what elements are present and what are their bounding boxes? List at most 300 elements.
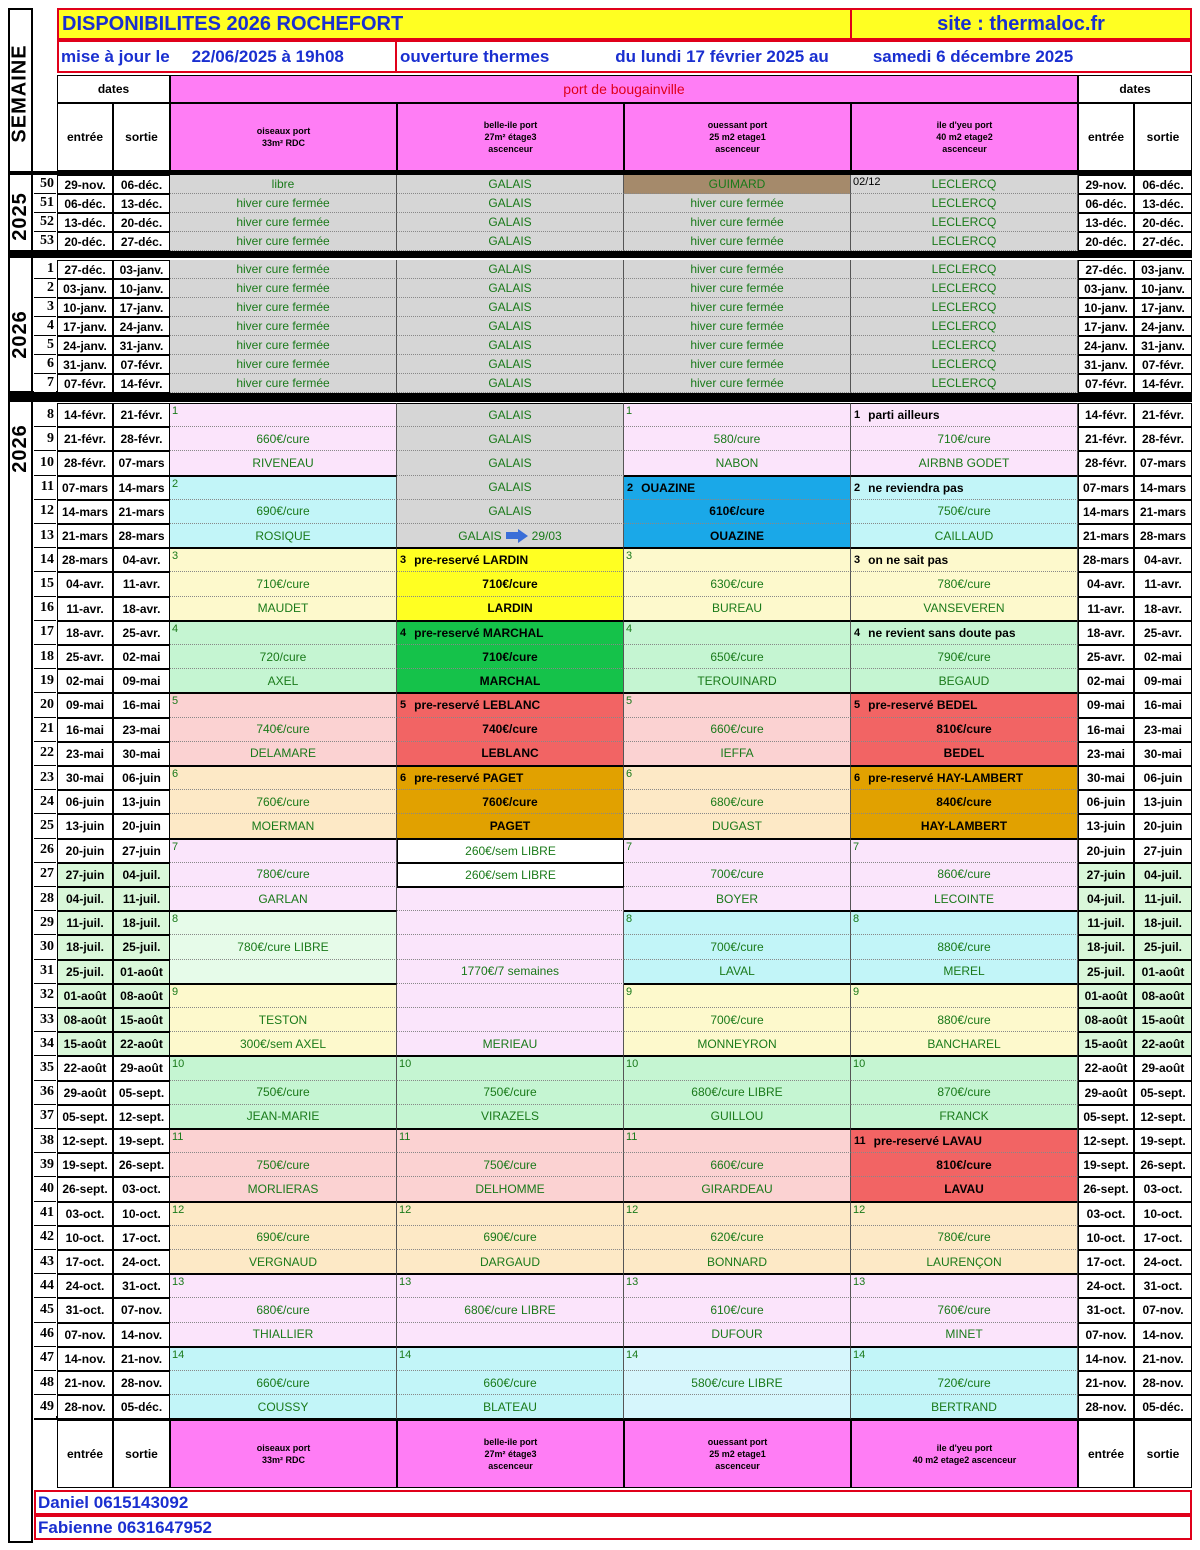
booking-cell[interactable] [624, 1371, 851, 1395]
booking-cell[interactable] [851, 1323, 1078, 1347]
cell-text: 870€/cure [937, 1085, 991, 1100]
booking-cell[interactable] [397, 1153, 624, 1177]
booking-cell[interactable] [397, 935, 624, 959]
booking-cell[interactable] [851, 317, 1078, 336]
booking-cell[interactable] [170, 1056, 397, 1080]
booking-cell[interactable] [170, 1081, 397, 1105]
booking-cell[interactable] [624, 548, 851, 572]
booking-cell[interactable] [170, 790, 397, 814]
booking-cell[interactable] [624, 355, 851, 374]
booking-cell[interactable] [851, 1105, 1078, 1129]
booking-cell[interactable] [851, 863, 1078, 887]
booking-cell[interactable] [397, 1008, 624, 1032]
cell-text: BUREAU [711, 601, 762, 616]
cell-text: 1770€/7 semaines [460, 964, 560, 979]
booking-cell[interactable] [397, 336, 624, 355]
booking-cell[interactable] [397, 839, 624, 863]
cell-text: hiver cure fermée [690, 234, 784, 248]
exit-date-right: 10-oct. [1134, 1202, 1192, 1226]
booking-cell[interactable] [624, 814, 851, 838]
booking-cell[interactable] [851, 597, 1078, 621]
exit-date-right: 20-déc. [1134, 213, 1192, 232]
booking-cell[interactable] [397, 427, 624, 451]
site-link[interactable]: site : thermaloc.fr [850, 8, 1192, 40]
booking-cell[interactable] [624, 621, 851, 645]
exit-date: 24-janv. [113, 317, 170, 336]
booking-cell[interactable] [397, 403, 624, 427]
exit-date: 12-sept. [113, 1105, 170, 1129]
booking-cell[interactable] [624, 960, 851, 984]
booking-cell[interactable] [624, 298, 851, 317]
booking-cell[interactable] [851, 374, 1078, 393]
booking-cell[interactable] [624, 693, 851, 717]
entry-date-right: 10-janv. [1078, 298, 1134, 317]
entry-date: 24-oct. [57, 1274, 113, 1298]
entry-date: 21-mars [57, 524, 113, 548]
booking-cell[interactable] [170, 175, 397, 194]
exit-date: 11-avr. [113, 572, 170, 596]
booking-cell[interactable] [624, 839, 851, 863]
booking-cell[interactable] [624, 476, 851, 500]
booking-cell[interactable] [851, 742, 1078, 766]
entry-date-right: 03-oct. [1078, 1202, 1134, 1226]
cell-text: THIALLIER [252, 1327, 314, 1342]
booking-cell[interactable] [397, 175, 624, 194]
entry-date: 18-avr. [57, 621, 113, 645]
booking-cell[interactable] [170, 1323, 397, 1347]
booking-cell[interactable] [170, 1250, 397, 1274]
update-date: 22/06/2025 à 19h08 [191, 46, 344, 66]
booking-cell[interactable] [397, 279, 624, 298]
entry-date-right: 04-avr. [1078, 572, 1134, 596]
booking-cell[interactable] [624, 1105, 851, 1129]
booking-cell[interactable] [397, 766, 624, 790]
booking-cell[interactable] [170, 213, 397, 232]
booking-cell[interactable] [170, 355, 397, 374]
booking-cell[interactable] [170, 260, 397, 279]
booking-cell[interactable] [624, 194, 851, 213]
booking-cell[interactable] [170, 669, 397, 693]
booking-cell[interactable] [851, 839, 1078, 863]
booking-cell[interactable] [624, 175, 851, 194]
period-number: 11 [854, 1135, 866, 1148]
booking-cell[interactable] [170, 1008, 397, 1032]
booking-cell[interactable] [624, 1202, 851, 1226]
entry-date: 17-oct. [57, 1250, 113, 1274]
booking-cell[interactable] [851, 1177, 1078, 1201]
booking-cell[interactable] [397, 984, 624, 1008]
booking-cell[interactable] [170, 911, 397, 935]
booking-cell[interactable] [170, 572, 397, 596]
cell-text: 690€/cure [256, 1230, 310, 1245]
cell-text: 880€/cure [937, 939, 991, 954]
booking-cell[interactable] [851, 645, 1078, 669]
period-number: 12 [626, 1203, 639, 1216]
booking-cell[interactable] [170, 374, 397, 393]
booking-cell[interactable] [624, 524, 851, 548]
cell-text: MOERMAN [251, 818, 315, 833]
booking-cell[interactable] [397, 742, 624, 766]
booking-cell[interactable] [397, 911, 624, 935]
cell-text: 740€/cure [482, 722, 538, 737]
booking-cell[interactable] [851, 213, 1078, 232]
contact-fabienne[interactable]: Fabienne 0631647952 [34, 1515, 1192, 1540]
booking-cell[interactable] [624, 1298, 851, 1322]
cell-text: 680€/cure [710, 794, 764, 809]
booking-cell[interactable] [170, 887, 397, 911]
exit-date-right: 08-août [1134, 984, 1192, 1008]
booking-cell[interactable] [397, 355, 624, 374]
booking-cell[interactable] [851, 427, 1078, 451]
booking-cell[interactable] [851, 621, 1078, 645]
booking-cell[interactable] [851, 960, 1078, 984]
cell-text: GALAIS [488, 480, 532, 495]
booking-cell[interactable] [624, 1177, 851, 1201]
booking-cell[interactable] [170, 1032, 397, 1056]
booking-cell[interactable] [624, 403, 851, 427]
exit-footer-right: sortie [1134, 1420, 1192, 1488]
booking-cell[interactable] [624, 645, 851, 669]
booking-cell[interactable] [397, 960, 624, 984]
booking-cell[interactable] [170, 718, 397, 742]
booking-cell[interactable] [397, 621, 624, 645]
entry-date-right: 11-juil. [1078, 911, 1134, 935]
cell-text: 750€/cure [483, 1085, 537, 1100]
contact-daniel[interactable]: Daniel 0615143092 [34, 1490, 1192, 1515]
entry-date: 17-janv. [57, 317, 113, 336]
booking-cell[interactable] [397, 374, 624, 393]
booking-cell[interactable] [851, 669, 1078, 693]
booking-cell[interactable] [397, 232, 624, 251]
booking-cell[interactable] [397, 260, 624, 279]
booking-cell[interactable] [397, 669, 624, 693]
booking-cell[interactable] [851, 984, 1078, 1008]
booking-cell[interactable] [624, 1129, 851, 1153]
booking-cell[interactable] [851, 718, 1078, 742]
booking-cell[interactable] [397, 524, 624, 548]
booking-cell[interactable] [624, 1274, 851, 1298]
booking-cell[interactable] [170, 1298, 397, 1322]
booking-cell[interactable] [624, 1032, 851, 1056]
booking-cell[interactable] [397, 693, 624, 717]
booking-cell[interactable] [624, 213, 851, 232]
entry-date: 25-avr. [57, 645, 113, 669]
booking-cell[interactable] [851, 1153, 1078, 1177]
week-number: 26 [34, 839, 56, 863]
booking-cell[interactable] [851, 1371, 1078, 1395]
booking-cell[interactable] [170, 742, 397, 766]
week-number: 40 [34, 1177, 56, 1201]
exit-date: 03-janv. [113, 260, 170, 279]
entry-date: 04-juil. [57, 887, 113, 911]
booking-cell[interactable] [624, 742, 851, 766]
cell-text: LECLERCQ [931, 177, 997, 191]
entry-date: 14-nov. [57, 1347, 113, 1371]
booking-cell[interactable] [170, 427, 397, 451]
cell-text: on ne sait pas [868, 553, 949, 568]
booking-cell[interactable] [851, 572, 1078, 596]
booking-cell[interactable] [170, 1347, 397, 1371]
booking-cell[interactable] [170, 194, 397, 213]
booking-cell[interactable] [397, 1371, 624, 1395]
booking-cell[interactable] [170, 279, 397, 298]
exit-date-right: 28-mars [1134, 524, 1192, 548]
booking-cell[interactable] [851, 1081, 1078, 1105]
booking-cell[interactable] [170, 548, 397, 572]
booking-cell[interactable] [851, 298, 1078, 317]
booking-cell[interactable] [851, 1032, 1078, 1056]
booking-cell[interactable] [851, 1056, 1078, 1080]
cell-text: hiver cure fermée [690, 281, 784, 295]
entry-date-right: 12-sept. [1078, 1129, 1134, 1153]
entry-date: 31-janv. [57, 355, 113, 374]
booking-cell[interactable] [170, 984, 397, 1008]
booking-cell[interactable] [624, 1323, 851, 1347]
exit-date: 03-oct. [113, 1177, 170, 1201]
booking-cell[interactable] [851, 1202, 1078, 1226]
booking-cell[interactable] [851, 476, 1078, 500]
booking-cell[interactable] [397, 1395, 624, 1419]
booking-cell[interactable] [397, 298, 624, 317]
entry-date-right: 07-févr. [1078, 374, 1134, 393]
booking-cell[interactable] [624, 1008, 851, 1032]
booking-cell[interactable] [624, 1395, 851, 1419]
booking-cell[interactable] [624, 718, 851, 742]
booking-cell[interactable] [624, 336, 851, 355]
booking-cell[interactable] [851, 175, 1078, 194]
booking-cell[interactable] [170, 500, 397, 524]
booking-cell[interactable] [851, 451, 1078, 475]
booking-cell[interactable] [851, 336, 1078, 355]
booking-cell[interactable] [624, 260, 851, 279]
booking-cell[interactable] [170, 524, 397, 548]
booking-cell[interactable] [851, 524, 1078, 548]
booking-cell[interactable] [624, 500, 851, 524]
booking-cell[interactable] [397, 1056, 624, 1080]
booking-cell[interactable] [397, 1347, 624, 1371]
booking-cell[interactable] [170, 814, 397, 838]
booking-cell[interactable] [397, 1202, 624, 1226]
booking-cell[interactable] [851, 935, 1078, 959]
cell-text: 610€/cure [710, 1302, 764, 1317]
cell-text: MONNEYRON [697, 1036, 777, 1051]
booking-cell[interactable] [624, 317, 851, 336]
booking-cell[interactable] [170, 1202, 397, 1226]
booking-cell[interactable] [624, 911, 851, 935]
booking-cell[interactable] [170, 232, 397, 251]
booking-cell[interactable] [624, 984, 851, 1008]
exit-date: 04-juil. [113, 863, 170, 887]
booking-cell[interactable] [624, 374, 851, 393]
cell-text: 880€/cure [937, 1012, 991, 1027]
booking-cell[interactable] [851, 1250, 1078, 1274]
booking-cell[interactable] [170, 1105, 397, 1129]
booking-cell[interactable] [170, 298, 397, 317]
booking-cell[interactable] [397, 572, 624, 596]
booking-cell[interactable] [170, 766, 397, 790]
exit-date: 04-avr. [113, 548, 170, 572]
exit-date-right: 09-mai [1134, 669, 1192, 693]
exit-date-right: 05-déc. [1134, 1395, 1192, 1419]
booking-cell[interactable] [624, 790, 851, 814]
exit-date: 20-juin [113, 814, 170, 838]
entry-date: 28-févr. [57, 451, 113, 475]
booking-cell[interactable] [397, 1129, 624, 1153]
booking-cell[interactable] [170, 839, 397, 863]
booking-cell[interactable] [397, 1298, 624, 1322]
period-number: 2 [854, 481, 861, 494]
cell-text: BONNARD [706, 1254, 767, 1269]
booking-cell[interactable] [851, 790, 1078, 814]
booking-cell[interactable] [170, 1153, 397, 1177]
booking-cell[interactable] [170, 1371, 397, 1395]
booking-cell[interactable] [851, 548, 1078, 572]
week-number: 20 [34, 693, 56, 717]
booking-cell[interactable] [851, 500, 1078, 524]
cell-text: GALAIS [488, 196, 532, 210]
booking-cell[interactable] [170, 645, 397, 669]
booking-cell[interactable] [851, 1129, 1078, 1153]
week-number: 18 [34, 645, 56, 669]
apartment-footer-ile-d-yeu: ile d'yeu port 40 m2 etage2 ascenceur [851, 1420, 1078, 1488]
booking-cell[interactable] [397, 814, 624, 838]
booking-cell[interactable] [851, 1347, 1078, 1371]
booking-cell[interactable] [624, 597, 851, 621]
week-number: 16 [34, 597, 56, 621]
booking-cell[interactable] [170, 960, 397, 984]
booking-cell[interactable] [851, 194, 1078, 213]
booking-cell[interactable] [170, 1129, 397, 1153]
booking-cell[interactable] [851, 232, 1078, 251]
exit-date: 10-oct. [113, 1202, 170, 1226]
booking-cell[interactable] [397, 500, 624, 524]
week-number: 11 [34, 476, 56, 500]
booking-cell[interactable] [170, 1226, 397, 1250]
booking-cell[interactable] [851, 355, 1078, 374]
booking-cell[interactable] [851, 1298, 1078, 1322]
booking-cell[interactable] [624, 1226, 851, 1250]
booking-cell[interactable] [624, 669, 851, 693]
booking-cell[interactable] [170, 935, 397, 959]
booking-cell[interactable] [624, 1056, 851, 1080]
booking-cell[interactable] [170, 403, 397, 427]
exit-date: 06-juin [113, 766, 170, 790]
cell-text: hiver cure fermée [236, 281, 330, 295]
booking-cell[interactable] [170, 1395, 397, 1419]
booking-cell[interactable] [624, 863, 851, 887]
entry-date: 03-oct. [57, 1202, 113, 1226]
booking-cell[interactable] [397, 317, 624, 336]
booking-cell[interactable] [624, 451, 851, 475]
booking-cell[interactable] [170, 621, 397, 645]
booking-cell[interactable] [170, 863, 397, 887]
booking-cell[interactable] [624, 766, 851, 790]
booking-cell[interactable] [624, 1081, 851, 1105]
week-number: 7 [34, 374, 56, 393]
booking-cell[interactable] [624, 935, 851, 959]
booking-cell[interactable] [170, 597, 397, 621]
entry-date: 29-nov. [57, 175, 113, 194]
booking-cell[interactable] [397, 887, 624, 911]
booking-cell[interactable] [851, 1274, 1078, 1298]
entry-date: 14-mars [57, 500, 113, 524]
booking-cell[interactable] [624, 232, 851, 251]
cell-text: 260€/sem LIBRE [465, 843, 556, 858]
cell-text: GALAIS [488, 300, 532, 314]
booking-cell[interactable] [624, 887, 851, 911]
booking-cell[interactable] [397, 1032, 624, 1056]
booking-cell[interactable] [624, 1153, 851, 1177]
cell-text: LAVAU [944, 1181, 984, 1196]
booking-cell[interactable] [851, 1008, 1078, 1032]
booking-cell[interactable] [851, 279, 1078, 298]
cell-text: 750€/cure [256, 1157, 310, 1172]
booking-cell[interactable] [397, 213, 624, 232]
booking-cell[interactable] [397, 1323, 624, 1347]
booking-cell[interactable] [397, 1177, 624, 1201]
booking-cell[interactable] [397, 863, 624, 887]
booking-cell[interactable] [851, 403, 1078, 427]
booking-cell[interactable] [397, 1274, 624, 1298]
exit-date-right: 21-mars [1134, 500, 1192, 524]
entry-date-right: 31-janv. [1078, 355, 1134, 374]
cell-text: pre-reservé LAVAU [873, 1134, 982, 1149]
booking-cell[interactable] [851, 814, 1078, 838]
booking-cell[interactable] [397, 1081, 624, 1105]
cell-text: LECLERCQ [931, 338, 997, 352]
entry-header: entrée [57, 103, 113, 171]
booking-cell[interactable] [397, 194, 624, 213]
exit-date-right: 06-juin [1134, 766, 1192, 790]
booking-cell[interactable] [624, 427, 851, 451]
booking-cell[interactable] [397, 451, 624, 475]
booking-cell[interactable] [624, 1347, 851, 1371]
booking-cell[interactable] [397, 1226, 624, 1250]
booking-cell[interactable] [851, 1226, 1078, 1250]
cell-text: hiver cure fermée [690, 319, 784, 333]
cell-text: IEFFA [720, 746, 754, 761]
booking-cell[interactable] [851, 1395, 1078, 1419]
booking-cell[interactable] [851, 766, 1078, 790]
booking-cell[interactable] [397, 645, 624, 669]
booking-cell[interactable] [170, 1274, 397, 1298]
booking-cell[interactable] [397, 1250, 624, 1274]
booking-cell[interactable] [397, 790, 624, 814]
entry-date-right: 21-nov. [1078, 1371, 1134, 1395]
booking-cell[interactable] [851, 260, 1078, 279]
booking-cell[interactable] [624, 1250, 851, 1274]
booking-cell[interactable] [170, 336, 397, 355]
booking-cell[interactable] [397, 548, 624, 572]
booking-cell[interactable] [624, 572, 851, 596]
booking-cell[interactable] [624, 279, 851, 298]
booking-cell[interactable] [397, 1105, 624, 1129]
dates-header-right: dates [1078, 75, 1192, 103]
booking-cell[interactable] [397, 476, 624, 500]
booking-cell[interactable] [170, 476, 397, 500]
booking-cell[interactable] [397, 597, 624, 621]
exit-date: 31-oct. [113, 1274, 170, 1298]
booking-cell[interactable] [170, 317, 397, 336]
booking-cell[interactable] [170, 1177, 397, 1201]
booking-cell[interactable] [851, 693, 1078, 717]
booking-cell[interactable] [851, 911, 1078, 935]
booking-cell[interactable] [170, 451, 397, 475]
booking-cell[interactable] [397, 718, 624, 742]
booking-cell[interactable] [851, 887, 1078, 911]
entry-date-right: 29-août [1078, 1081, 1134, 1105]
booking-cell[interactable] [170, 693, 397, 717]
